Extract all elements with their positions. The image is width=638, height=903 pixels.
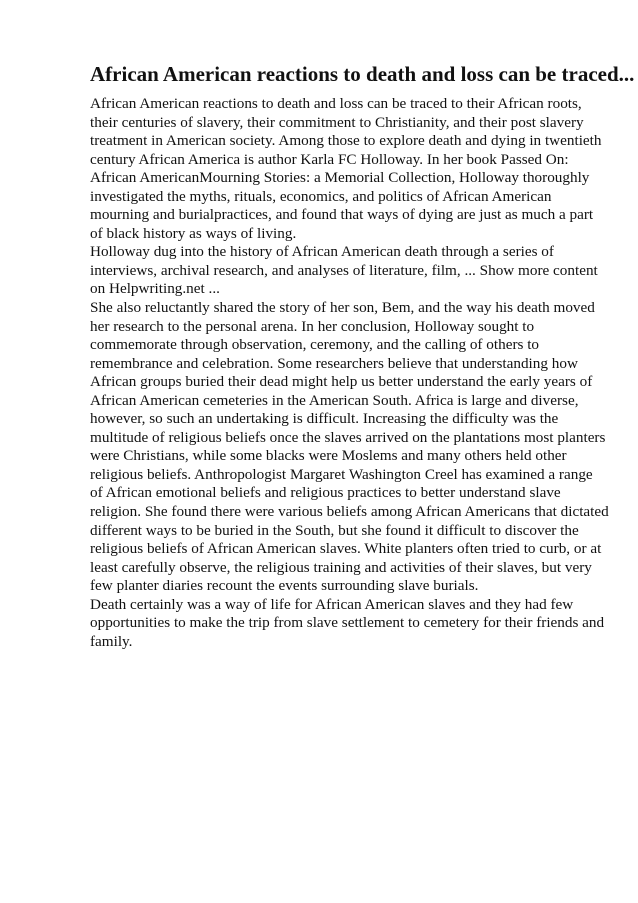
body-text-line: of African emotional beliefs and religious practices to better understand slave xyxy=(90,484,561,502)
body-text-line: religious beliefs. Anthropologist Margaret Washington Creel has examined a range xyxy=(90,465,593,483)
body-text-line: of black history as ways of living. xyxy=(90,224,297,242)
body-text-line: commemorate through observation, ceremony, and the calling of others to xyxy=(90,336,540,354)
body-text-line: family. xyxy=(90,632,133,650)
body-text-line: African American reactions to death and loss can be traced to their African roots, xyxy=(90,95,582,112)
body-text-line: remembrance and celebration. Some researchers believe that understanding how xyxy=(90,354,578,372)
body-text-line: mourning and burialpractices, and found that ways of dying are just as much a part xyxy=(90,206,594,224)
body-text-line: African American cemeteries in the American South. Africa is large and diverse, xyxy=(90,391,579,409)
body-text-line: religion. She found there were various beliefs among African Americans that dictated xyxy=(90,503,609,521)
body-text-line: Holloway dug into the history of African American death through a series of xyxy=(90,243,554,261)
body-text-line: interviews, archival research, and analyses of literature, film, ... Show more content xyxy=(90,261,598,279)
body-text-line: She also reluctantly shared the story of her son, Bem, and the way his death moved xyxy=(90,299,595,317)
body-text-line: treatment in American society. Among those to explore death and dying in twentieth xyxy=(90,132,602,150)
body-text-line: on Helpwriting.net ... xyxy=(90,280,220,298)
document-title: African American reactions to death and loss can be traced... xyxy=(90,62,635,86)
body-text-line: least carefully observe, the religious training and activities of their slaves, but very xyxy=(90,558,592,576)
body-text-line: century African America is author Karla FC Holloway. In her book Passed On: xyxy=(90,150,569,168)
body-text-line: investigated the myths, rituals, economics, and politics of African American xyxy=(90,187,552,205)
body-text-line: their centuries of slavery, their commitment to Christianity, and their post slavery xyxy=(90,113,584,131)
body-text-line: multitude of religious beliefs once the slaves arrived on the plantations most planters xyxy=(90,428,606,446)
body-text-line: however, so such an undertaking is difficult. Increasing the difficulty was the xyxy=(90,410,559,428)
document-body xyxy=(90,95,609,651)
body-text-line: African AmericanMourning Stories: a Memorial Collection, Holloway thoroughly xyxy=(90,169,590,187)
body-text-line: opportunities to make the trip from slave settlement to cemetery for their friends and xyxy=(90,614,605,632)
body-text-line: her research to the personal arena. In her conclusion, Holloway sought to xyxy=(90,317,535,335)
body-text-line: were Christians, while some blacks were Moslems and many others held other xyxy=(90,447,567,465)
body-text-line: religious beliefs of African American slaves. White planters often tried to curb, or at xyxy=(90,540,602,558)
body-text-line: African groups buried their dead might help us better understand the early years of xyxy=(90,373,593,391)
body-text-line: few planter diaries recount the events surrounding slave burials. xyxy=(90,577,479,595)
body-text-line: different ways to be buried in the South, but she found it difficult to discover the xyxy=(90,521,579,539)
body-text-line: Death certainly was a way of life for African American slaves and they had few xyxy=(90,595,574,613)
